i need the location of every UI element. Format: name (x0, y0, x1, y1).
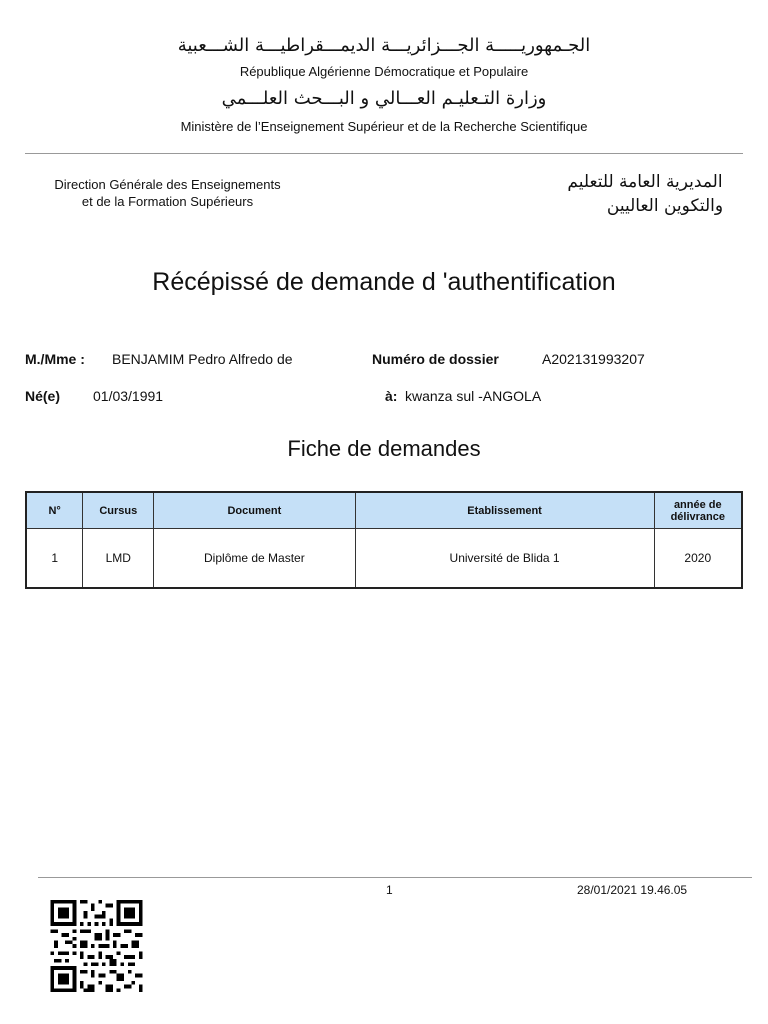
header-ar-republic: الجـمهوريـــــة الجـــزائريـــة الديمـــقراطيـــة الشـــعبية (177, 35, 591, 56)
cell-annee: 2020 (654, 529, 742, 589)
born-label: Né(e) (25, 388, 61, 404)
header-ar-ministry: وزارة التـعليـم العـــالي و البـــحث العلـــمي (221, 88, 547, 109)
cell-etablissement: Université de Blida 1 (355, 529, 654, 589)
born-value: 01/03/1991 (93, 388, 164, 404)
direction-fr (25, 176, 310, 210)
page-title: Récépissé de demande d 'authentification (152, 268, 616, 296)
place-label: à: (385, 388, 398, 404)
col-header-annee: année de délivrance (654, 492, 742, 529)
header-fr-republic: République Algérienne Démocratique et Populaire (239, 64, 529, 79)
qr-code-icon (48, 900, 145, 992)
direction-fr-line1: Direction Générale des Enseignements (54, 177, 281, 192)
col-header-document: Document (154, 492, 355, 529)
table-row (26, 529, 742, 589)
footer-divider (38, 877, 752, 878)
place-value: kwanza sul -ANGOLA (405, 388, 542, 404)
direction-ar-line2: والتكوين العاليين (606, 196, 724, 216)
col-header-cursus: Cursus (83, 492, 154, 529)
footer-datetime: 28/01/2021 19.46.05 (577, 883, 688, 897)
direction-ar (530, 170, 760, 218)
fiche-header-row (26, 492, 742, 529)
cell-cursus: LMD (83, 529, 154, 589)
name-label: M./Mme : (25, 351, 85, 367)
header-fr-ministry: Ministère de l’Enseignement Supérieur et de la Recherche Scientifique (180, 119, 588, 134)
cell-document: Diplôme de Master (154, 529, 355, 589)
fiche-table (25, 491, 743, 589)
fiche-title: Fiche de demandes (287, 436, 481, 461)
dossier-label: Numéro de dossier (372, 351, 499, 367)
page-number: 1 (386, 883, 393, 897)
dossier-value: A202131993207 (542, 351, 645, 367)
cell-number: 1 (26, 529, 83, 589)
header-divider (25, 153, 743, 154)
col-header-etablissement: Etablissement (355, 492, 654, 529)
direction-ar-line1: المديرية العامة للتعليم (567, 172, 723, 192)
name-value: BENJAMIM Pedro Alfredo de (112, 351, 293, 367)
direction-fr-line2: et de la Formation Supérieurs (81, 194, 254, 209)
col-header-number: N° (26, 492, 83, 529)
